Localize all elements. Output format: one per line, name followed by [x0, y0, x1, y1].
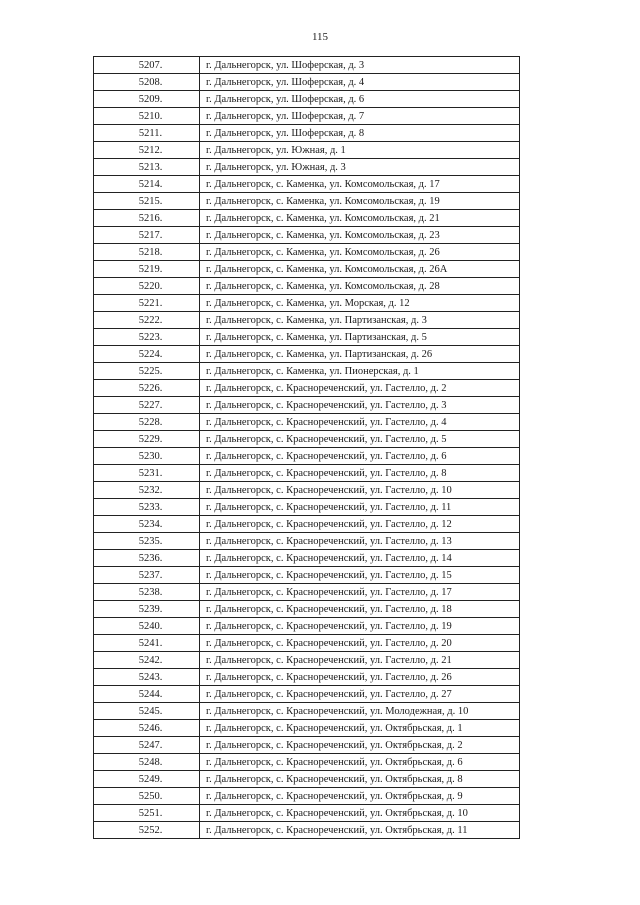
address-cell: г. Дальнегорск, с. Каменка, ул. Комсомольская, д. 23 [200, 227, 520, 244]
row-number-cell: 5231. [94, 465, 200, 482]
row-number-cell: 5246. [94, 720, 200, 737]
table-row [94, 771, 520, 788]
row-number-cell: 5224. [94, 346, 200, 363]
address-cell: г. Дальнегорск, ул. Южная, д. 3 [200, 159, 520, 176]
address-table-body [94, 57, 520, 839]
row-number-cell: 5236. [94, 550, 200, 567]
row-number-cell: 5225. [94, 363, 200, 380]
address-cell: г. Дальнегорск, ул. Шоферская, д. 3 [200, 57, 520, 74]
table-row [94, 448, 520, 465]
table-row [94, 108, 520, 125]
address-cell: г. Дальнегорск, с. Каменка, ул. Комсомольская, д. 28 [200, 278, 520, 295]
address-cell: г. Дальнегорск, с. Каменка, ул. Комсомольская, д. 21 [200, 210, 520, 227]
address-cell: г. Дальнегорск, с. Краснореченский, ул. Гастелло, д. 26 [200, 669, 520, 686]
table-row [94, 397, 520, 414]
table-row [94, 533, 520, 550]
row-number-cell: 5233. [94, 499, 200, 516]
table-row [94, 669, 520, 686]
row-number-cell: 5215. [94, 193, 200, 210]
address-cell: г. Дальнегорск, с. Краснореченский, ул. Гастелло, д. 20 [200, 635, 520, 652]
table-row [94, 652, 520, 669]
table-row [94, 57, 520, 74]
address-cell: г. Дальнегорск, с. Краснореченский, ул. Гастелло, д. 5 [200, 431, 520, 448]
address-cell: г. Дальнегорск, с. Краснореченский, ул. Октябрьская, д. 6 [200, 754, 520, 771]
address-cell: г. Дальнегорск, с. Краснореченский, ул. Октябрьская, д. 11 [200, 822, 520, 839]
row-number-cell: 5238. [94, 584, 200, 601]
address-cell: г. Дальнегорск, с. Краснореченский, ул. Гастелло, д. 18 [200, 601, 520, 618]
address-cell: г. Дальнегорск, с. Краснореченский, ул. Гастелло, д. 19 [200, 618, 520, 635]
table-row [94, 210, 520, 227]
address-cell: г. Дальнегорск, с. Краснореченский, ул. Гастелло, д. 2 [200, 380, 520, 397]
row-number-cell: 5239. [94, 601, 200, 618]
address-cell: г. Дальнегорск, с. Краснореченский, ул. Гастелло, д. 27 [200, 686, 520, 703]
address-cell: г. Дальнегорск, ул. Шоферская, д. 8 [200, 125, 520, 142]
row-number-cell: 5241. [94, 635, 200, 652]
table-row [94, 516, 520, 533]
address-cell: г. Дальнегорск, с. Краснореченский, ул. Гастелло, д. 10 [200, 482, 520, 499]
table-row [94, 346, 520, 363]
row-number-cell: 5251. [94, 805, 200, 822]
address-cell: г. Дальнегорск, с. Каменка, ул. Комсомольская, д. 19 [200, 193, 520, 210]
row-number-cell: 5247. [94, 737, 200, 754]
table-row [94, 176, 520, 193]
table-row [94, 363, 520, 380]
address-cell: г. Дальнегорск, с. Краснореченский, ул. Молодежная, д. 10 [200, 703, 520, 720]
address-cell: г. Дальнегорск, ул. Шоферская, д. 4 [200, 74, 520, 91]
row-number-cell: 5213. [94, 159, 200, 176]
row-number-cell: 5228. [94, 414, 200, 431]
table-row [94, 686, 520, 703]
row-number-cell: 5226. [94, 380, 200, 397]
table-row [94, 193, 520, 210]
address-cell: г. Дальнегорск, с. Краснореченский, ул. Гастелло, д. 6 [200, 448, 520, 465]
address-cell: г. Дальнегорск, с. Каменка, ул. Партизанская, д. 26 [200, 346, 520, 363]
row-number-cell: 5210. [94, 108, 200, 125]
row-number-cell: 5219. [94, 261, 200, 278]
table-row [94, 482, 520, 499]
table-row [94, 380, 520, 397]
table-row [94, 91, 520, 108]
address-table [93, 56, 520, 839]
address-cell: г. Дальнегорск, с. Краснореченский, ул. Гастелло, д. 15 [200, 567, 520, 584]
table-row [94, 567, 520, 584]
table-row [94, 601, 520, 618]
row-number-cell: 5249. [94, 771, 200, 788]
address-cell: г. Дальнегорск, с. Краснореченский, ул. Октябрьская, д. 8 [200, 771, 520, 788]
address-cell: г. Дальнегорск, с. Краснореченский, ул. Гастелло, д. 14 [200, 550, 520, 567]
row-number-cell: 5243. [94, 669, 200, 686]
row-number-cell: 5230. [94, 448, 200, 465]
table-row [94, 244, 520, 261]
row-number-cell: 5252. [94, 822, 200, 839]
address-cell: г. Дальнегорск, ул. Шоферская, д. 7 [200, 108, 520, 125]
table-row [94, 720, 520, 737]
table-row [94, 159, 520, 176]
table-row [94, 142, 520, 159]
address-cell: г. Дальнегорск, с. Каменка, ул. Партизанская, д. 5 [200, 329, 520, 346]
address-cell: г. Дальнегорск, с. Каменка, ул. Комсомольская, д. 17 [200, 176, 520, 193]
row-number-cell: 5222. [94, 312, 200, 329]
address-cell: г. Дальнегорск, с. Краснореченский, ул. Гастелло, д. 3 [200, 397, 520, 414]
address-cell: г. Дальнегорск, ул. Южная, д. 1 [200, 142, 520, 159]
table-row [94, 329, 520, 346]
row-number-cell: 5237. [94, 567, 200, 584]
table-row [94, 805, 520, 822]
row-number-cell: 5209. [94, 91, 200, 108]
address-cell: г. Дальнегорск, с. Каменка, ул. Комсомольская, д. 26 [200, 244, 520, 261]
table-row [94, 635, 520, 652]
table-row [94, 822, 520, 839]
row-number-cell: 5248. [94, 754, 200, 771]
row-number-cell: 5244. [94, 686, 200, 703]
row-number-cell: 5223. [94, 329, 200, 346]
row-number-cell: 5212. [94, 142, 200, 159]
table-row [94, 788, 520, 805]
row-number-cell: 5240. [94, 618, 200, 635]
address-cell: г. Дальнегорск, с. Краснореченский, ул. Гастелло, д. 13 [200, 533, 520, 550]
row-number-cell: 5220. [94, 278, 200, 295]
address-cell: г. Дальнегорск, с. Каменка, ул. Комсомольская, д. 26А [200, 261, 520, 278]
table-row [94, 414, 520, 431]
table-row [94, 703, 520, 720]
address-cell: г. Дальнегорск, с. Каменка, ул. Морская, д. 12 [200, 295, 520, 312]
address-cell: г. Дальнегорск, с. Краснореченский, ул. Гастелло, д. 4 [200, 414, 520, 431]
table-row [94, 278, 520, 295]
address-cell: г. Дальнегорск, с. Краснореченский, ул. Гастелло, д. 11 [200, 499, 520, 516]
row-number-cell: 5235. [94, 533, 200, 550]
table-row [94, 227, 520, 244]
address-cell: г. Дальнегорск, с. Каменка, ул. Пионерская, д. 1 [200, 363, 520, 380]
table-row [94, 618, 520, 635]
row-number-cell: 5211. [94, 125, 200, 142]
table-row [94, 754, 520, 771]
address-cell: г. Дальнегорск, с. Краснореченский, ул. Октябрьская, д. 10 [200, 805, 520, 822]
table-row [94, 465, 520, 482]
row-number-cell: 5229. [94, 431, 200, 448]
table-row [94, 499, 520, 516]
address-cell: г. Дальнегорск, с. Краснореченский, ул. Гастелло, д. 12 [200, 516, 520, 533]
row-number-cell: 5217. [94, 227, 200, 244]
row-number-cell: 5234. [94, 516, 200, 533]
row-number-cell: 5208. [94, 74, 200, 91]
table-row [94, 431, 520, 448]
row-number-cell: 5218. [94, 244, 200, 261]
table-row [94, 295, 520, 312]
table-row [94, 312, 520, 329]
row-number-cell: 5250. [94, 788, 200, 805]
row-number-cell: 5207. [94, 57, 200, 74]
address-cell: г. Дальнегорск, ул. Шоферская, д. 6 [200, 91, 520, 108]
address-cell: г. Дальнегорск, с. Краснореченский, ул. Гастелло, д. 21 [200, 652, 520, 669]
table-row [94, 125, 520, 142]
table-row [94, 261, 520, 278]
address-cell: г. Дальнегорск, с. Краснореченский, ул. Гастелло, д. 17 [200, 584, 520, 601]
table-row [94, 74, 520, 91]
address-cell: г. Дальнегорск, с. Краснореченский, ул. Октябрьская, д. 1 [200, 720, 520, 737]
row-number-cell: 5227. [94, 397, 200, 414]
address-cell: г. Дальнегорск, с. Каменка, ул. Партизанская, д. 3 [200, 312, 520, 329]
row-number-cell: 5216. [94, 210, 200, 227]
row-number-cell: 5245. [94, 703, 200, 720]
row-number-cell: 5232. [94, 482, 200, 499]
table-row [94, 737, 520, 754]
row-number-cell: 5242. [94, 652, 200, 669]
address-cell: г. Дальнегорск, с. Краснореченский, ул. Октябрьская, д. 2 [200, 737, 520, 754]
row-number-cell: 5214. [94, 176, 200, 193]
row-number-cell: 5221. [94, 295, 200, 312]
address-cell: г. Дальнегорск, с. Краснореченский, ул. Октябрьская, д. 9 [200, 788, 520, 805]
table-row [94, 584, 520, 601]
page-number: 115 [311, 31, 329, 43]
address-cell: г. Дальнегорск, с. Краснореченский, ул. Гастелло, д. 8 [200, 465, 520, 482]
table-row [94, 550, 520, 567]
